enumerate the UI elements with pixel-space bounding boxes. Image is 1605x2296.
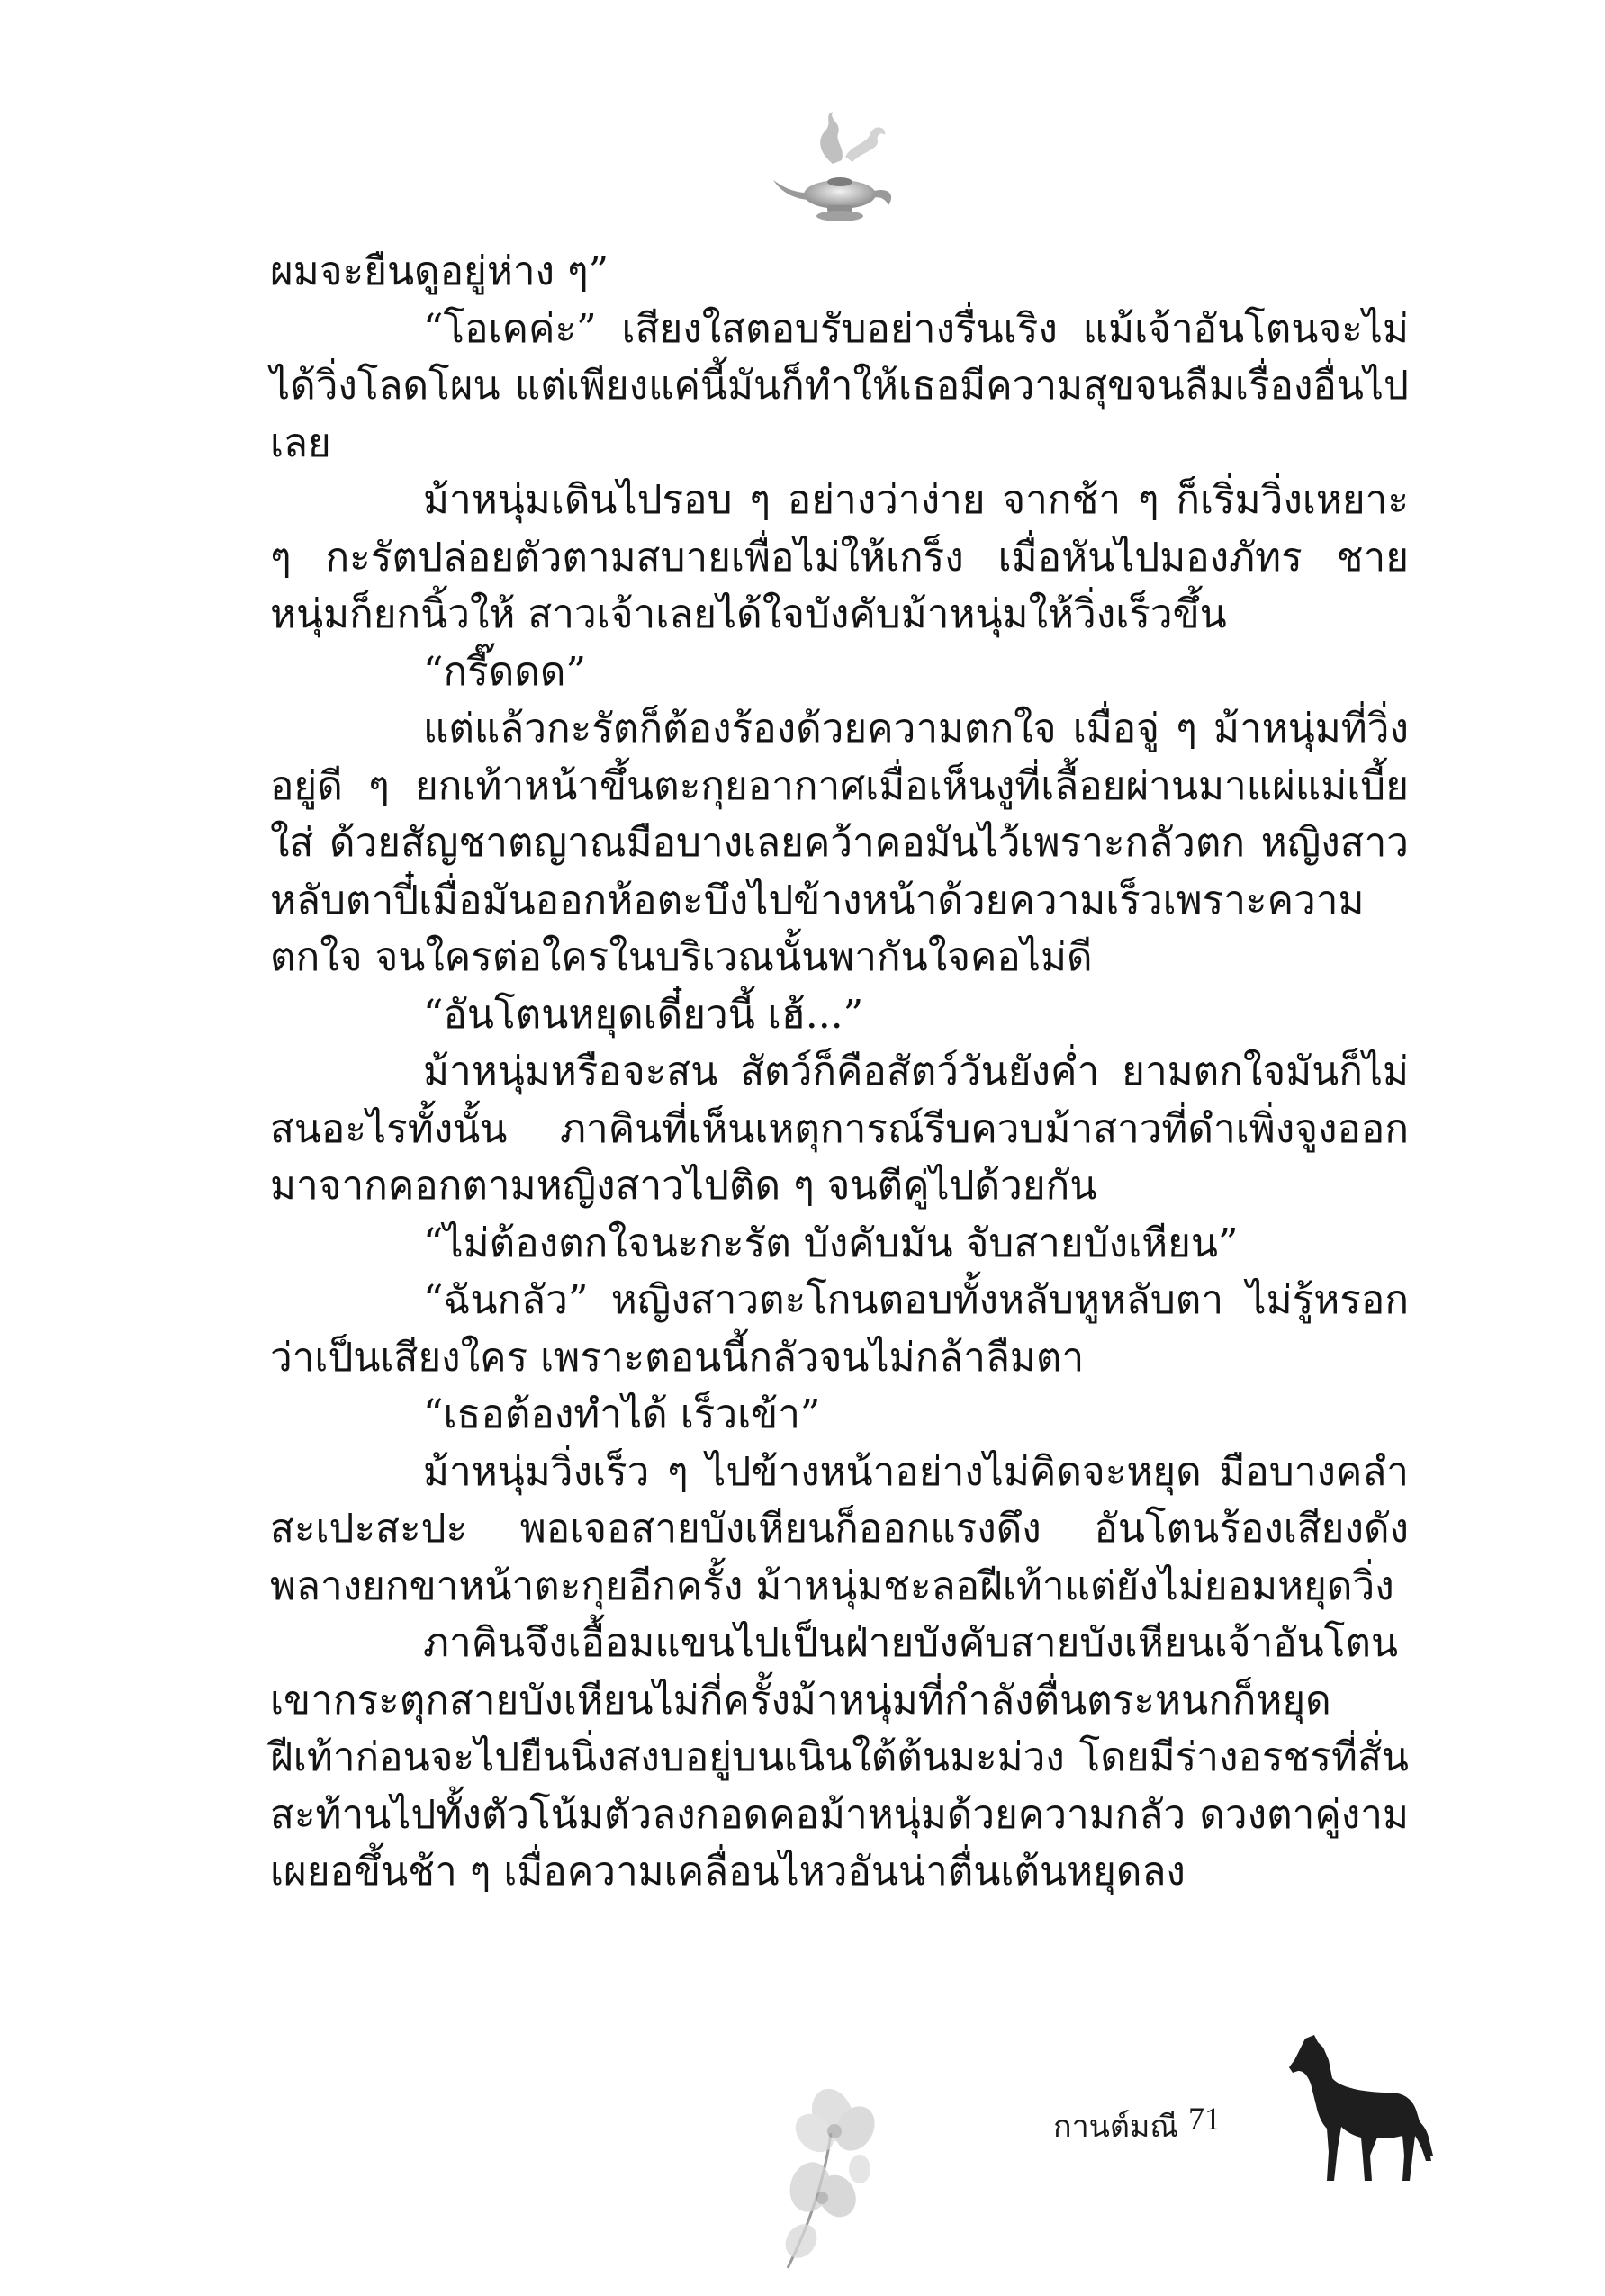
paragraph: ผมจะยืนดูอยู่ห่าง ๆ” <box>270 248 609 294</box>
paragraph: ภาคินจึงเอื้อมแขนไปเป็นฝ่ายบังคับสายบังเหียนเจ้าอันโตนเขากระตุกสายบังเหียนไม่กี่ครั้งม้าหนุ่มที่กำลังตื่นตระหนกก็หยุดฝีเท้าก่อนจะไปยืนนิ่งสงบอยู่บนเนินใต้ต้นมะม่วง โดยมีร่างอรชรที่สั่นสะท้านไปทั้งตัวโน้มตัวลงกอดคอม้าหนุ่มด้วยความกลัว ดวงตาคู่งามเผยอขึ้นช้า ๆ เมื่อความเคลื่อนไหวอันน่าตื่นเต้นหยุดลง <box>270 1620 1409 1895</box>
genie-lamp-icon <box>770 108 905 225</box>
orchid-flower-icon <box>761 2079 896 2273</box>
footer-book-title: กานต์มณี <box>1053 2109 1178 2145</box>
paragraph: “เธอต้องทำได้ เร็วเข้า” <box>423 1391 821 1437</box>
paragraph: “อันโตนหยุดเดี๋ยวนี้ เฮ้...” <box>423 991 864 1038</box>
paragraph: ม้าหนุ่มเดินไปรอบ ๆ อย่างว่าง่าย จากช้า ๆ ก็เริ่มวิ่งเหยาะ ๆ กะรัตปล่อยตัวตามสบายเพื่อไม่ให้เกร็ง เมื่อหันไปมองภัทร ชายหนุ่มก็ยกนิ้วให้ สาวเจ้าเลยได้ใจบังคับม้าหนุ่มให้วิ่งเร็วขึ้น <box>270 477 1409 637</box>
page-number: 71 <box>1188 2101 1221 2137</box>
paragraph: ม้าหนุ่มวิ่งเร็ว ๆ ไปข้างหน้าอย่างไม่คิดจะหยุด มือบางคลำสะเปะสะปะ พอเจอสายบังเหียนก็ออกแรงดึง อันโตนร้องเสียงดังพลางยกขาหน้าตะกุยอีกครั้ง ม้าหนุ่มชะลอฝีเท้าแต่ยังไม่ยอมหยุดวิ่ง <box>270 1448 1409 1609</box>
paragraph: แต่แล้วกะรัตก็ต้องร้องด้วยความตกใจ เมื่อจู่ ๆ ม้าหนุ่มที่วิ่งอยู่ดี ๆ ยกเท้าหน้าขึ้นตะกุยอากาศเมื่อเห็นงูที่เลื้อยผ่านมาแผ่แม่เบี้ยใส่ ด้วยสัญชาตญาณมือบางเลยคว้าคอมันไว้เพราะกลัวตก หญิงสาวหลับตาปี๋เมื่อมันออกห้อตะบึงไปข้างหน้าด้วยความเร็วเพราะความตกใจ จนใครต่อใครในบริเวณนั้นพากันใจคอไม่ดี <box>270 706 1409 980</box>
horse-icon <box>1278 2030 1436 2187</box>
body-text <box>270 243 1409 1901</box>
paragraph: “กรี๊ดดด” <box>423 648 586 695</box>
paragraph: “ฉันกลัว” หญิงสาวตะโกนตอบทั้งหลับหูหลับตา ไม่รู้หรอกว่าเป็นเสียงใคร เพราะตอนนี้กลัวจนไม่กล้าลืมตา <box>270 1277 1409 1381</box>
paragraph: “โอเคค่ะ” เสียงใสตอบรับอย่างรื่นเริง แม้เจ้าอันโตนจะไม่ได้วิ่งโลดโผน แต่เพียงแค่นี้มันก็ทำให้เธอมีความสุขจนลืมเรื่องอื่นไปเลย <box>270 305 1409 466</box>
paragraph: “ไม่ต้องตกใจนะกะรัต บังคับมัน จับสายบังเหียน” <box>423 1220 1239 1266</box>
paragraph: ม้าหนุ่มหรือจะสน สัตว์ก็คือสัตว์วันยังค่ำ ยามตกใจมันก็ไม่สนอะไรทั้งนั้น ภาคินที่เห็นเหตุการณ์รีบควบม้าสาวที่ดำเพิ่งจูงออกมาจากคอกตามหญิงสาวไปติด ๆ จนตีคู่ไปด้วยกัน <box>270 1049 1409 1209</box>
